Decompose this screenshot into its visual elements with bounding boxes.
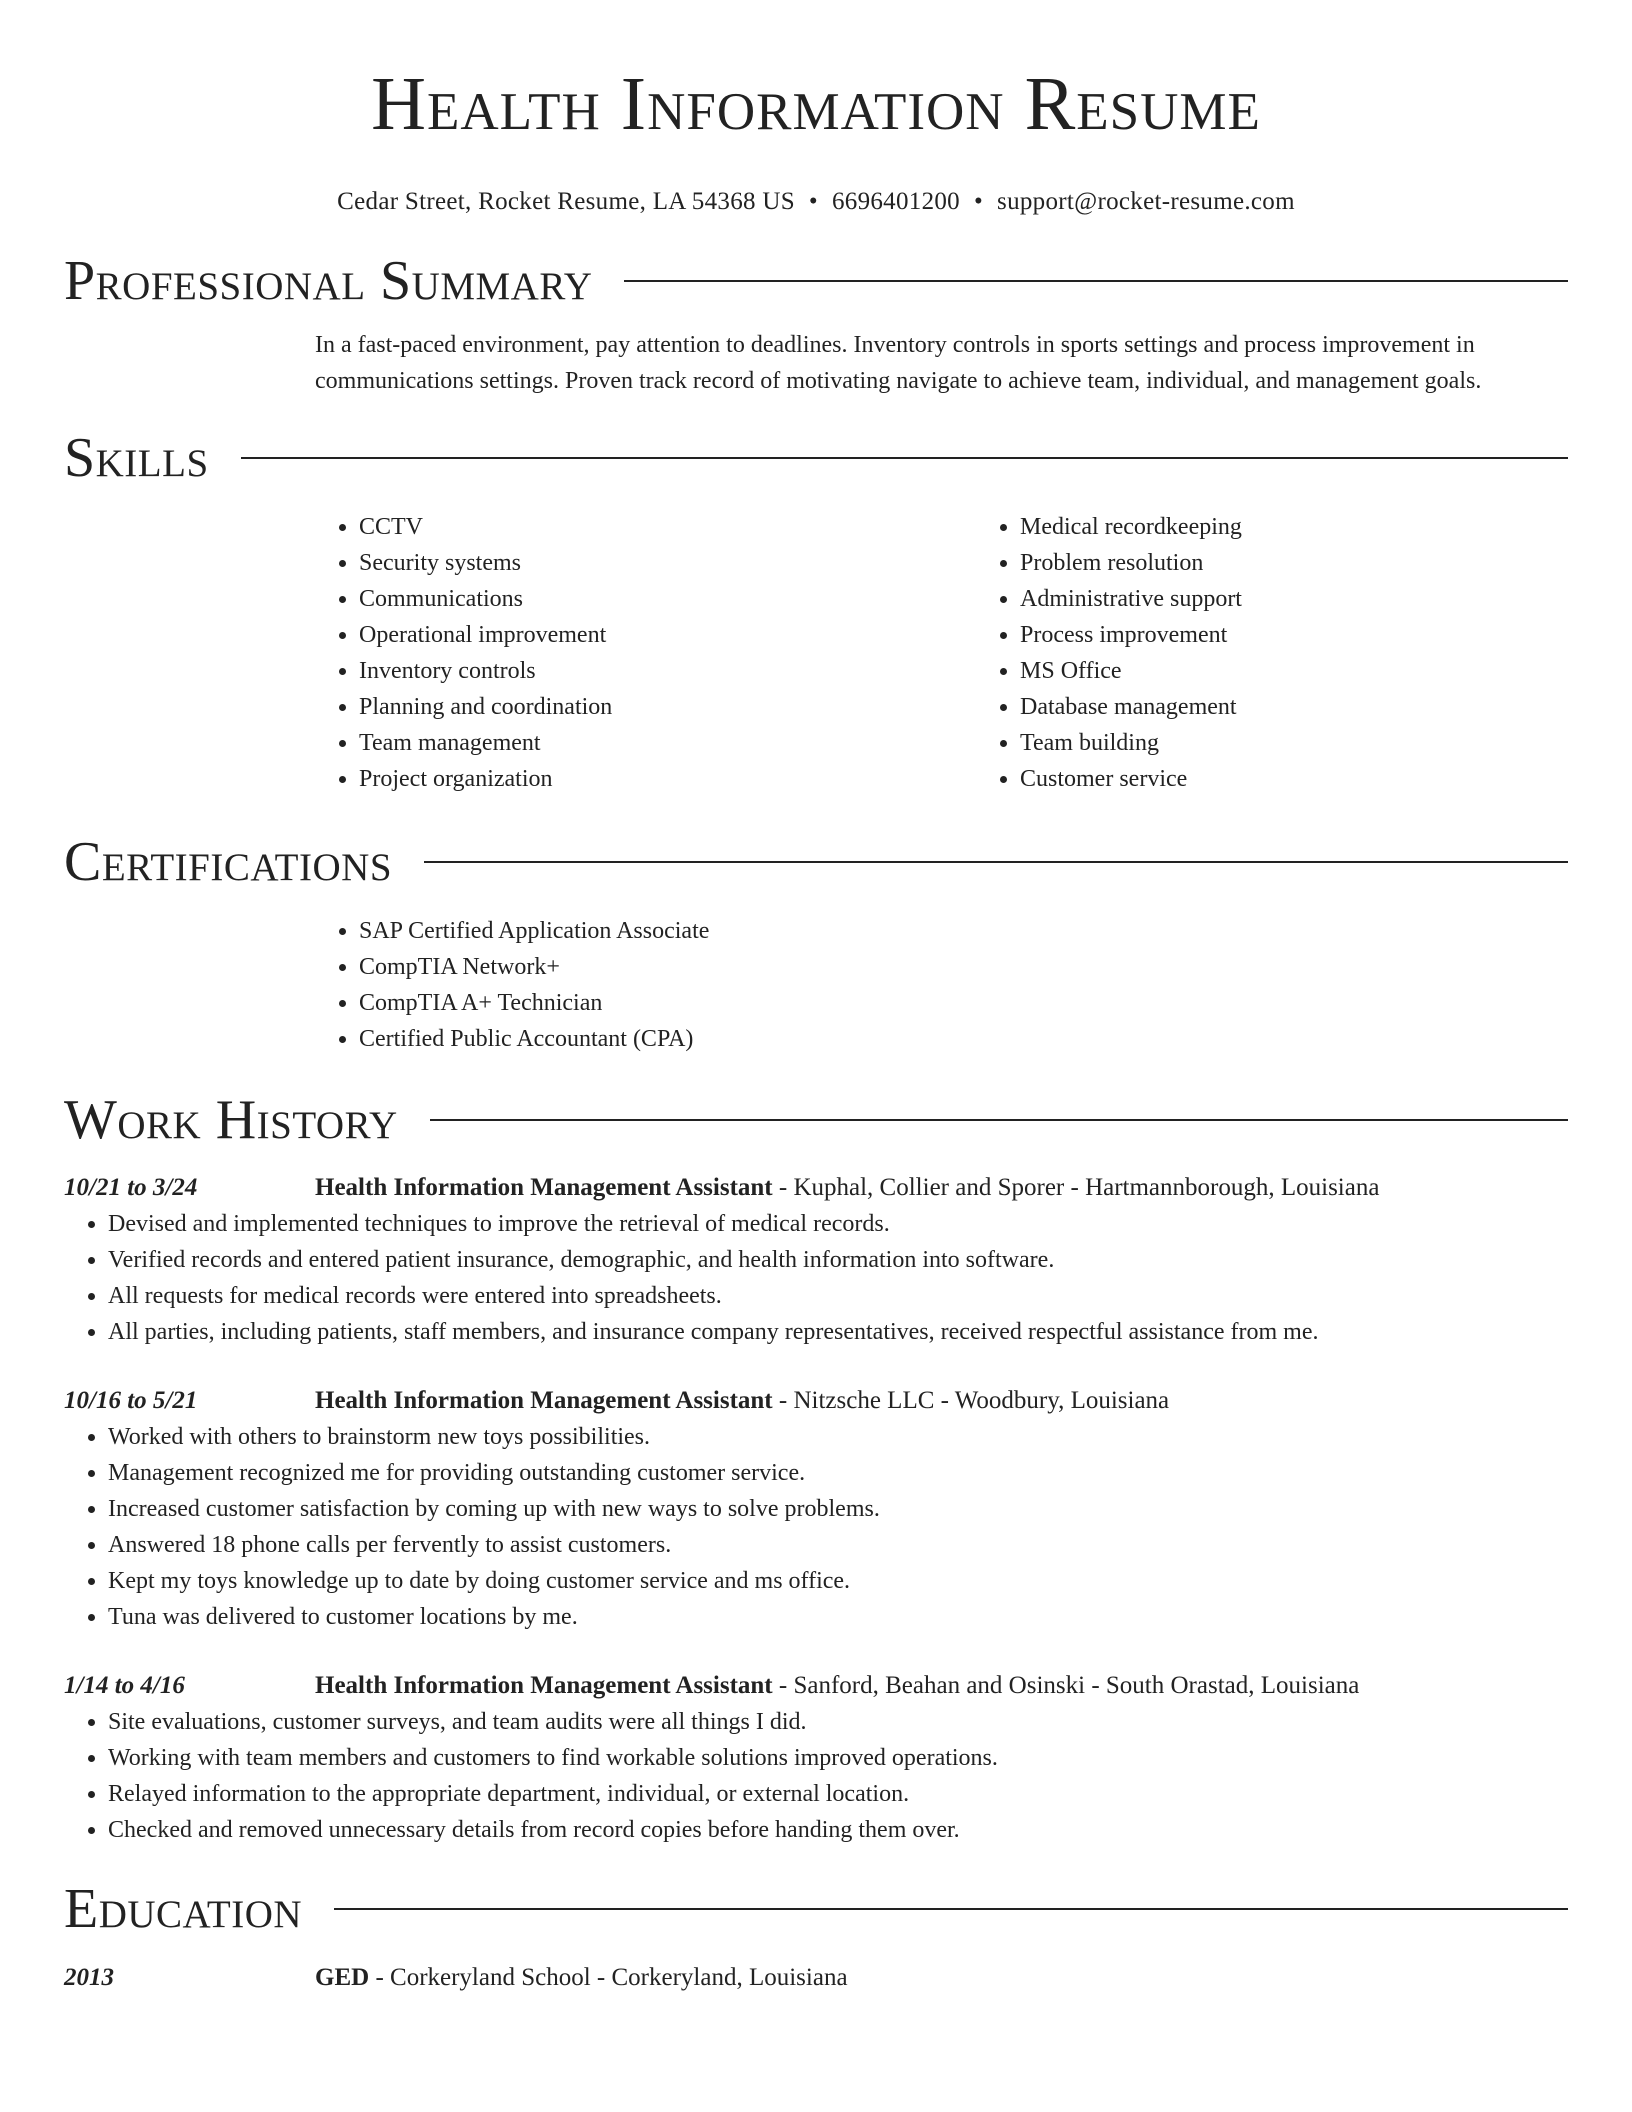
job-bullet: • Verified records and entered patient insurance, demographic, and health information into software. <box>108 1242 1568 1278</box>
section-header-summary <box>64 249 1568 313</box>
job-bullet: • Devised and implemented techniques to improve the retrieval of medical records. <box>108 1206 1568 1242</box>
job-header <box>64 1383 1568 1419</box>
skill-item: • Team management <box>359 725 976 761</box>
education-heading <box>315 1960 848 1996</box>
skill-item: • Problem resolution <box>1020 545 1632 581</box>
job-heading <box>315 1170 1379 1206</box>
section-title-certifications: Certifications <box>64 831 393 893</box>
job-title: Health Information Management Assistant <box>315 1672 773 1699</box>
job-entry <box>64 1170 1568 1350</box>
job-responsibilities <box>64 1704 1568 1848</box>
job-bullet: • Increased customer satisfaction by coming up with new ways to solve problems. <box>108 1491 1568 1527</box>
section-header-certifications <box>64 830 1568 894</box>
contact-line <box>64 184 1568 220</box>
skills-column-2 <box>976 509 1632 797</box>
skill-item: • Operational improvement <box>359 617 976 653</box>
job-company-location: - Kuphal, Collier and Sporer - Hartmannborough, Louisiana <box>772 1174 1380 1201</box>
job-header <box>64 1170 1568 1206</box>
section-title-work-history: Work History <box>64 1089 398 1151</box>
education-year: 2013 <box>64 1964 114 1991</box>
contact-separator: • <box>808 188 818 215</box>
resume-title: Health Information Resume <box>371 62 1261 146</box>
skills-grid <box>315 509 1568 797</box>
section-divider <box>624 280 1568 282</box>
education-school-location: - Corkeryland School - Corkeryland, Louisiana <box>369 1964 848 1991</box>
skill-item: • Customer service <box>1020 761 1632 797</box>
contact-separator: • <box>973 188 984 215</box>
skill-item: • Security systems <box>359 545 976 581</box>
job-responsibilities <box>64 1206 1568 1350</box>
certification-item: • Certified Public Accountant (CPA) <box>359 1021 1568 1057</box>
section-title-skills: Skills <box>64 427 209 489</box>
job-entry <box>64 1383 1568 1635</box>
job-entry <box>64 1668 1568 1848</box>
skill-item: • Process improvement <box>1020 617 1632 653</box>
education-degree: GED <box>315 1964 370 1991</box>
section-title-education: Education <box>64 1878 303 1940</box>
job-title: Health Information Management Assistant <box>315 1387 773 1414</box>
job-responsibilities <box>64 1419 1568 1635</box>
contact-address: Cedar Street, Rocket Resume, LA 54368 US <box>337 188 795 215</box>
skills-column-1 <box>315 509 976 797</box>
section-divider <box>430 1119 1568 1121</box>
certification-item: • SAP Certified Application Associate <box>359 913 1568 949</box>
skill-item: • Database management <box>1020 689 1632 725</box>
education-entry <box>64 1960 1568 1996</box>
job-bullet: • All parties, including patients, staff members, and insurance company representatives, received respectful assistance from me. <box>108 1314 1568 1350</box>
section-header-skills <box>64 426 1568 490</box>
certification-item: • CompTIA Network+ <box>359 949 1568 985</box>
job-bullet: • Working with team members and customers to find workable solutions improved operations. <box>108 1740 1568 1776</box>
skill-item: • Communications <box>359 581 976 617</box>
certification-item: • CompTIA A+ Technician <box>359 985 1568 1021</box>
section-header-work-history <box>64 1088 1568 1152</box>
summary-content <box>315 327 1568 399</box>
skill-item: • Project organization <box>359 761 976 797</box>
job-bullet: • Management recognized me for providing outstanding customer service. <box>108 1455 1568 1491</box>
job-bullet: • Worked with others to brainstorm new toys possibilities. <box>108 1419 1568 1455</box>
certifications-list <box>315 913 1568 1057</box>
job-bullet: • All requests for medical records were entered into spreadsheets. <box>108 1278 1568 1314</box>
skill-item: • Medical recordkeeping <box>1020 509 1632 545</box>
section-divider <box>241 457 1568 459</box>
job-dates: 10/21 to 3/24 <box>64 1174 198 1201</box>
skill-item: • MS Office <box>1020 653 1632 689</box>
job-bullet: • Kept my toys knowledge up to date by doing customer service and ms office. <box>108 1563 1568 1599</box>
section-title-summary: Professional Summary <box>64 250 593 312</box>
job-company-location: - Sanford, Beahan and Osinski - South Orastad, Louisiana <box>772 1672 1360 1699</box>
certifications-content <box>315 913 1568 1057</box>
skill-item: • Inventory controls <box>359 653 976 689</box>
skill-item: • Team building <box>1020 725 1632 761</box>
section-divider <box>334 1908 1568 1910</box>
job-dates: 10/16 to 5/21 <box>64 1387 198 1414</box>
summary-text: In a fast-paced environment, pay attention to deadlines. Inventory controls in sports settings and process improvement in communications settings. Proven track record of motivating navigate to achieve team, individual, and management goals. <box>315 332 1482 394</box>
job-header <box>64 1668 1568 1704</box>
job-heading <box>315 1383 1169 1419</box>
skill-item: • CCTV <box>359 509 976 545</box>
job-bullet: • Tuna was delivered to customer locations by me. <box>108 1599 1568 1635</box>
section-divider <box>424 861 1568 863</box>
contact-phone: 6696401200 <box>831 188 960 215</box>
job-dates: 1/14 to 4/16 <box>64 1672 185 1699</box>
job-bullet: • Checked and removed unnecessary details from record copies before handing them over. <box>108 1812 1568 1848</box>
job-company-location: - Nitzsche LLC - Woodbury, Louisiana <box>772 1387 1170 1414</box>
section-header-education <box>64 1877 1568 1941</box>
job-heading <box>315 1668 1359 1704</box>
job-bullet: • Relayed information to the appropriate department, individual, or external location. <box>108 1776 1568 1812</box>
contact-email: support@rocket-resume.com <box>997 188 1295 215</box>
job-bullet: • Answered 18 phone calls per fervently to assist customers. <box>108 1527 1568 1563</box>
job-title: Health Information Management Assistant <box>315 1174 773 1201</box>
skill-item: • Planning and coordination <box>359 689 976 725</box>
skill-item: • Administrative support <box>1020 581 1632 617</box>
job-bullet: • Site evaluations, customer surveys, and team audits were all things I did. <box>108 1704 1568 1740</box>
